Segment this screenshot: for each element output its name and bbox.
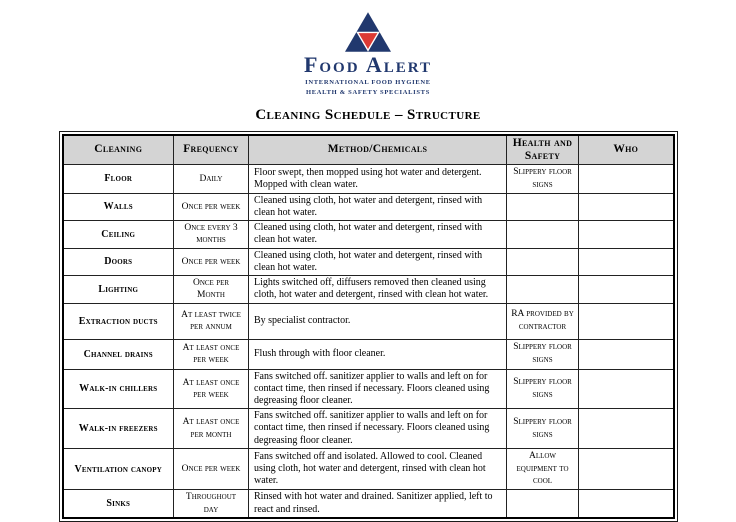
cell-health-safety	[507, 248, 579, 275]
cell-who	[579, 193, 674, 220]
cell-method: Cleaned using cloth, hot water and detergent, rinsed with clean hot water.	[249, 220, 507, 248]
cell-frequency: At least once per week	[174, 369, 249, 409]
schedule-table-frame	[59, 131, 678, 522]
cell-method: Rinsed with hot water and drained. Sanitizer applied, left to react and rinsed.	[249, 490, 507, 518]
cell-method: Lights switched off, diffusers removed then cleaned using cloth, hot water and detergent, rinsed with clean hot water.	[249, 276, 507, 304]
cell-who	[579, 339, 674, 369]
table-row	[63, 490, 674, 518]
table-row	[63, 448, 674, 489]
table-row	[63, 193, 674, 220]
cell-frequency: Once per week	[174, 248, 249, 275]
cell-who	[579, 220, 674, 248]
cell-cleaning: Extraction ducts	[63, 303, 174, 339]
column-header-health-and-safety: Health and Safety	[507, 135, 579, 165]
cell-method: Cleaned using cloth, hot water and detergent, rinsed with clean hot water.	[249, 193, 507, 220]
logo-triangle-icon	[0, 12, 736, 52]
cell-frequency: Daily	[174, 164, 249, 193]
cell-method: Fans switched off. sanitizer applier to walls and left on for contact time, then rinsed if necessary. Floors cleaned using degreasing floor cleaner.	[249, 409, 507, 449]
cell-who	[579, 248, 674, 275]
document-header	[0, 0, 736, 124]
header-row	[63, 135, 674, 165]
cleaning-schedule-table	[62, 134, 675, 519]
cell-health-safety: Slippery floor signs	[507, 369, 579, 409]
logo-wordmark: Food Alert	[303, 52, 433, 77]
column-header-method-chemicals: Method/Chemicals	[249, 135, 507, 165]
table-row	[63, 409, 674, 449]
table-row	[63, 303, 674, 339]
table-row	[63, 369, 674, 409]
cell-frequency: Once per week	[174, 448, 249, 489]
food-alert-logo	[0, 12, 736, 98]
column-header-who: Who	[579, 135, 674, 165]
cell-cleaning: Ceiling	[63, 220, 174, 248]
cell-health-safety: Allow equipment to cool	[507, 448, 579, 489]
cell-cleaning: Lighting	[63, 276, 174, 304]
cell-cleaning: Doors	[63, 248, 174, 275]
cell-who	[579, 409, 674, 449]
logo-tagline	[0, 78, 736, 98]
cell-health-safety	[507, 276, 579, 304]
cell-frequency: Once per Month	[174, 276, 249, 304]
cell-method: Flush through with floor cleaner.	[249, 339, 507, 369]
table-row	[63, 276, 674, 304]
cell-who	[579, 276, 674, 304]
logo-tagline-line1: INTERNATIONAL FOOD HYGIENE	[305, 79, 431, 86]
page-title: Cleaning Schedule – Structure	[255, 106, 481, 123]
cell-health-safety	[507, 220, 579, 248]
cell-who	[579, 164, 674, 193]
cell-who	[579, 369, 674, 409]
cell-cleaning: Ventilation canopy	[63, 448, 174, 489]
cell-who	[579, 490, 674, 518]
cell-health-safety	[507, 193, 579, 220]
column-header-cleaning: Cleaning	[63, 135, 174, 165]
cell-cleaning: Channel drains	[63, 339, 174, 369]
cell-cleaning: Floor	[63, 164, 174, 193]
cell-health-safety: Slippery floor signs	[507, 164, 579, 193]
cell-frequency: Throughout day	[174, 490, 249, 518]
table-row	[63, 220, 674, 248]
cell-method: Fans switched off. sanitizer applier to walls and left on for contact time, then rinsed if necessary. Floors cleaned using degreasing floor cleaner.	[249, 369, 507, 409]
cell-cleaning: Walk-in chillers	[63, 369, 174, 409]
cell-frequency: Once per week	[174, 193, 249, 220]
cell-health-safety: Slippery floor signs	[507, 339, 579, 369]
cell-cleaning: Walk-in freezers	[63, 409, 174, 449]
cell-who	[579, 448, 674, 489]
column-header-frequency: Frequency	[174, 135, 249, 165]
cell-cleaning: Walls	[63, 193, 174, 220]
table-body	[63, 164, 674, 518]
cell-health-safety: Slippery floor signs	[507, 409, 579, 449]
cell-frequency: Once every 3 months	[174, 220, 249, 248]
table-row	[63, 339, 674, 369]
cell-frequency: At least once per month	[174, 409, 249, 449]
cell-method: Cleaned using cloth, hot water and detergent, rinsed with clean hot water.	[249, 248, 507, 275]
table-row	[63, 164, 674, 193]
cell-frequency: At least once per week	[174, 339, 249, 369]
cell-frequency: At least twice per annum	[174, 303, 249, 339]
cell-health-safety	[507, 490, 579, 518]
table-row	[63, 248, 674, 275]
cell-health-safety: RA provided by contractor	[507, 303, 579, 339]
cell-cleaning: Sinks	[63, 490, 174, 518]
cell-who	[579, 303, 674, 339]
cell-method: Floor swept, then mopped using hot water and detergent. Mopped with clean water.	[249, 164, 507, 193]
cell-method: By specialist contractor.	[249, 303, 507, 339]
cell-method: Fans switched off and isolated. Allowed to cool. Cleaned using cloth, hot water and detergent, rinsed with clean hot water.	[249, 448, 507, 489]
logo-tagline-line2: HEALTH & SAFETY SPECIALISTS	[305, 88, 431, 96]
table-header	[63, 135, 674, 165]
